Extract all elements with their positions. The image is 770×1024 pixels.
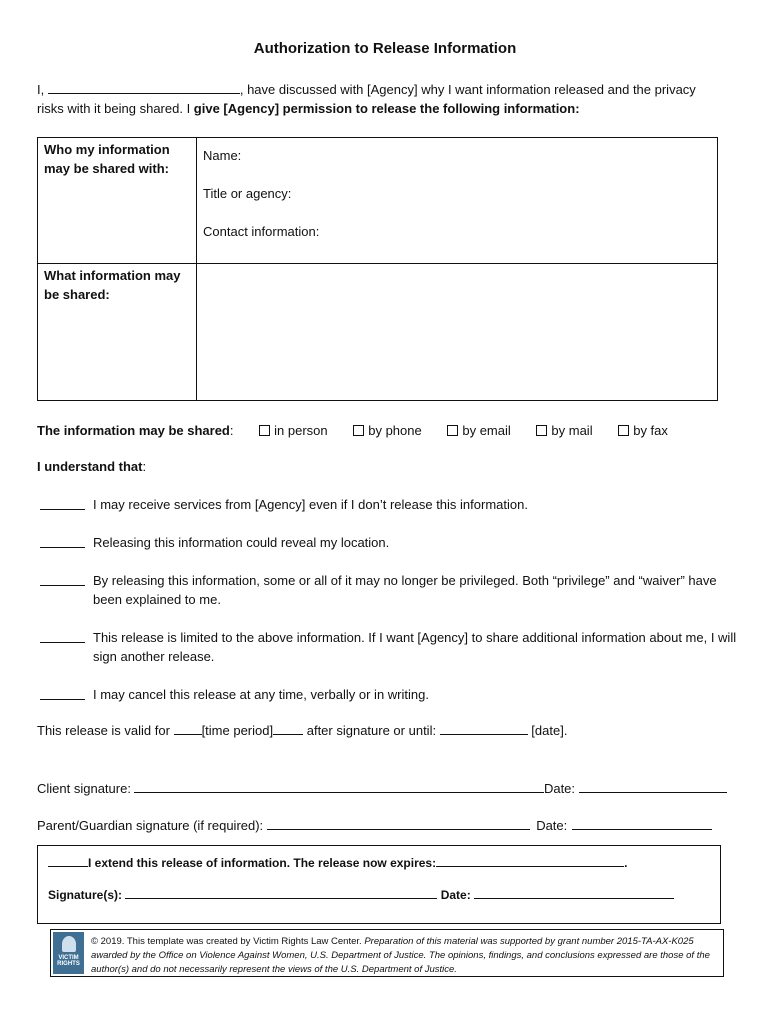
client-signature-field[interactable] [134, 780, 544, 793]
option-by-mail[interactable] [536, 423, 592, 438]
footer-copyright: © 2019. This template was created by Victim Rights Law Center. [91, 936, 365, 947]
who-label: Who my information may be shared with: [44, 142, 170, 176]
extension-signature-label: Signature(s): [48, 888, 123, 902]
option-by-fax[interactable] [618, 423, 668, 438]
extension-initial-blank[interactable] [48, 854, 88, 867]
logo-text: VICTIM RIGHTS [57, 955, 80, 967]
guardian-date-label: Date: [536, 818, 568, 833]
recipient-name-field[interactable]: Name: [203, 148, 242, 163]
acknowledgment-text: By releasing this information, some or all of it may no longer be privileged. Both “privilege” and “waiver” have been explained to me. [93, 573, 717, 607]
extension-date-field[interactable] [474, 886, 674, 899]
initial-blank[interactable] [40, 509, 85, 510]
date-placeholder: [date]. [527, 723, 568, 738]
client-signature-line [37, 780, 727, 796]
validity-line [37, 722, 567, 738]
validity-text: after signature or until: [303, 723, 440, 738]
expiry-date-blank[interactable] [440, 722, 528, 735]
intro-line2: risks with it being shared. I [37, 101, 194, 116]
extension-line: I extend this release of information. The release now expires: . [48, 854, 627, 870]
what-information-field[interactable] [203, 266, 703, 396]
extension-signature-line [48, 886, 674, 902]
client-signature-label: Client signature: [37, 781, 131, 796]
option-label: by email [462, 423, 511, 438]
validity-text: This release is valid for [37, 723, 174, 738]
understand-label: I understand that [37, 459, 143, 474]
extension-date-label: Date: [440, 888, 471, 902]
person-icon [62, 936, 76, 952]
footer-disclaimer: Preparation of this material was supported by grant number 2015-TA-AX-K025 awarded by the Office on Violence Against Women, U.S. Department of Justice. The opinions, findings, and conclusions expressed are those of the author(s) and do not necessarily represent the views of the U.S. Department of Justice. [91, 936, 710, 975]
checkbox-icon[interactable] [618, 425, 629, 436]
client-name-blank[interactable] [48, 81, 240, 94]
option-label: by mail [551, 423, 593, 438]
intro-line1-post: , have discussed with [Agency] why I want information released and the privacy [239, 82, 696, 97]
sharing-method-label: The information may be shared [37, 423, 230, 438]
period-placeholder: [time period] [201, 723, 274, 738]
intro-permission: give [Agency] permission to release the following information: [193, 101, 580, 116]
option-in-person[interactable] [259, 423, 327, 438]
client-date-label: Date: [543, 781, 576, 796]
checkbox-icon[interactable] [353, 425, 364, 436]
colon: : [229, 423, 234, 438]
acknowledgment-text: I may receive services from [Agency] even if I don’t release this information. [93, 497, 528, 512]
client-date-field[interactable] [579, 780, 727, 793]
guardian-signature-field[interactable] [267, 817, 530, 830]
initial-blank[interactable] [40, 642, 85, 643]
table-divider [196, 138, 197, 400]
option-label: in person [274, 423, 328, 438]
understand-heading [37, 459, 146, 474]
extension-box [37, 845, 721, 924]
guardian-date-field[interactable] [572, 817, 712, 830]
table-divider [38, 263, 717, 264]
extension-signature-field[interactable] [125, 886, 437, 899]
initial-blank[interactable] [40, 585, 85, 586]
release-details-table [37, 137, 718, 401]
footer-text [91, 935, 719, 977]
acknowledgment-text: I may cancel this release at any time, verbally or in writing. [93, 687, 429, 702]
period-blank[interactable] [273, 722, 303, 735]
period-blank[interactable] [174, 722, 202, 735]
option-label: by phone [368, 423, 422, 438]
victim-rights-logo [53, 932, 84, 974]
intro-line1-pre: I, [37, 82, 48, 97]
acknowledgment-text: Releasing this information could reveal my location. [93, 535, 390, 550]
sharing-method-row [37, 423, 668, 438]
guardian-signature-line [37, 817, 712, 833]
option-by-phone[interactable] [353, 423, 422, 438]
footer-notice [50, 929, 724, 977]
recipient-contact-field[interactable]: Contact information: [203, 224, 320, 239]
checkbox-icon[interactable] [447, 425, 458, 436]
checkbox-icon[interactable] [536, 425, 547, 436]
recipient-title-field[interactable]: Title or agency: [203, 186, 292, 201]
extension-expiry-blank[interactable] [436, 854, 624, 867]
extension-text: I extend this release of information. The release now expires: [88, 856, 437, 870]
colon: : [142, 459, 147, 474]
what-label: What information may be shared: [44, 268, 181, 302]
page-title: Authorization to Release Information [253, 40, 517, 57]
guardian-signature-label: Parent/Guardian signature (if required): [37, 818, 264, 833]
initial-blank[interactable] [40, 547, 85, 548]
initial-blank[interactable] [40, 699, 85, 700]
intro-paragraph [37, 80, 737, 118]
option-label: by fax [633, 423, 668, 438]
checkbox-icon[interactable] [259, 425, 270, 436]
option-by-email[interactable] [447, 423, 510, 438]
acknowledgment-text: This release is limited to the above information. If I want [Agency] to share additional information about me, I will sign another release. [93, 630, 737, 664]
